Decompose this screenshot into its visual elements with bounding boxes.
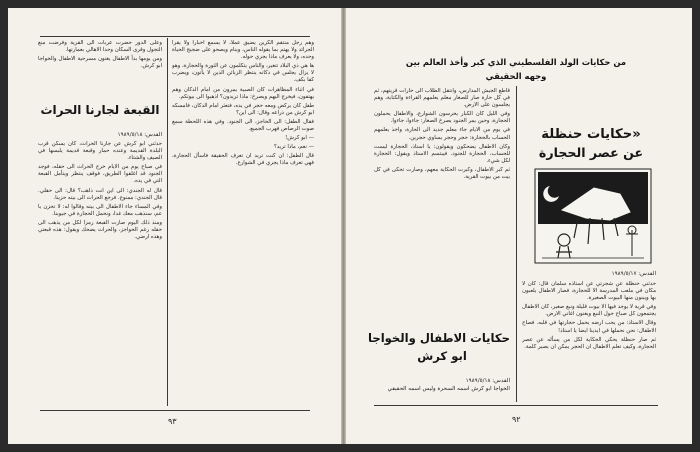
paragraph: في صباح يوم من الايام خرج الحراث الى حقله، فوجد الجنود قد اغلقوا الطريق، فوقف ينتظر ويتأمل القبعة التي في يده. — [38, 164, 162, 185]
paragraph: حدثني ابو كرش عن جارنا الحراث، كان يسكن قرب البلدة القديمة وعنده حمار وقبعة قديمة يلبسها في الصيف والشتاء. — [38, 141, 162, 162]
right-page — [346, 8, 692, 444]
left-page-right-column — [172, 40, 314, 406]
paragraph: قال الطفل: ان كنت تريد ان تعرف الحقيقة فاسأل الحجارة، فهي تعرف ماذا يجري في الشوارع. — [172, 153, 314, 167]
paragraph: — نعم، ماذا تريد؟ — [273, 144, 314, 151]
handala-illustration — [534, 168, 652, 264]
paragraph: ها هي ذي البلاد تتغير، والناس يتكلمون عن الثورة والحجارة، وهو لا يزال يجلس في دكانه ينتظر الزبائن الذين لا يأتون، ويضرب كفا بكف. — [172, 63, 314, 84]
top-rule — [40, 36, 310, 37]
paragraph: وكان الاطفال يضحكون ويقولون: يا استاذ، الحجارة ليست للحساب، الحجارة للجنود. فيبتسم الاستاذ ويقول: الحجارة لكل شيء. — [374, 143, 510, 164]
paragraph: قال له الجندي: الى اين انت ذاهب؟ قال: الى حقلي. قال الجندي: ممنوع. فرجع الحراث الى بيته حزينا. — [38, 187, 162, 201]
story-title: القبعة لجارنا الحراث — [40, 103, 160, 117]
left-page-left-column-intro — [38, 40, 162, 92]
left-page-left-column-story — [38, 141, 162, 406]
right-page-left-column — [522, 281, 656, 403]
main-title-line1: «حكايات حنظلة — [541, 127, 641, 142]
story2-title-line2: ابو كرش — [417, 349, 467, 363]
paragraph: ثم كبر الاطفال، وكبرت الحكاية معهم، وصارت تحكى في كل بيت من بيوت القرية. — [374, 166, 510, 181]
paragraph: ومن يومها بدأ الاطفال يغنون مسرحية الاطفال والخواجا ابو كرش. — [38, 56, 162, 70]
column-divider — [516, 86, 517, 402]
paragraph: في اثناء المظاهرات كان الصبية يمرون من امام الدكان وهم يهتفون، فيخرج اليهم ويصرخ: ماذا تريدون؟ اذهبوا الى بيوتكم. — [172, 86, 314, 100]
story-date: القدس: ١٩٨٩/٥/١٨ — [117, 132, 162, 138]
paragraph: في يوم من الايام جاء معلم جديد الى الحارة، واخذ يعلمهم الحساب بالحجارة: حجر وحجر يساوي حجرين. — [374, 127, 510, 141]
paragraph: ثم صار حنظلة يحكي الحكاية لكل من يسأله عن عصر الحجارة، وكيف تعلم الاطفال ان الحجر يمكن ان يصير كلمة. — [522, 336, 656, 350]
paragraph: ومنذ ذلك اليوم صارت القبعة رمزا لكل من يذهب الى حقله رغم الحواجز، والحراث يضحك ويقول: هذه قبعتي وهذه ارضي. — [38, 219, 162, 241]
paragraph: طفل كان يركض ومعه حجر في يده، فتعثر امام الدكان، فامسكه ابو كرش من ذراعه وقال: الى اين؟ — [172, 102, 314, 116]
left-page — [8, 8, 341, 444]
paragraph: قاطع الجيش المدارس، وانتقل الطلاب الى حارات قريتهم، ثم في كل حارة صار للصغار معلم يعلمهم القراءة والكتابة، وهم يجلسون على الارض. — [374, 88, 510, 109]
paragraph: — ابو كرش! — [285, 135, 314, 142]
paragraph: وفي المساء جاء الاطفال الى بيته وقالوا له: لا تحزن يا عم، سنذهب معك غدا، ونحمل الحجارة في جيوبنا. — [38, 203, 162, 217]
paragraph: حدثني حنظلة عن شجرتي عن استاذه سلمان قال: كان لا مكان في ملعب المدرسة الا للحجارة، فصار الاطفال يلعبون بها ويبنون منها البيوت الصغيرة. — [522, 281, 656, 302]
bottom-rule — [40, 410, 310, 411]
paragraph: وفي الليل كان الكبار يحرسون الشوارع، والاطفال يحملون الحجارة، وحين يمر الجنود يصرخ الصغار: جاءوا، جاءوا. — [374, 111, 510, 125]
page-number: ٩٢ — [512, 415, 521, 424]
bottom-rule — [374, 405, 658, 406]
series-title-line1: من حكايات الولد الفلسطيني الذي كبر وأخذ العالم بين — [405, 57, 627, 67]
paragraph: وفي قرية لا يوجد فيها الا بيوت قليلة ونبع صغير، كان الاطفال يجتمعون كل صباح حول النبع ويغنون اغاني الارض. — [522, 304, 656, 318]
series-title-line2: وجهه الحقيقي — [485, 71, 547, 81]
paragraph: وعلى الدور حضرت عربات الى القرية وفرضت منع التجول وقرى السكان وحدا الاهالي بعمارتها. — [38, 40, 162, 54]
main-title-line2: عن عصر الحجارة — [538, 145, 644, 160]
column-divider — [167, 38, 168, 406]
story2-title-line1: حكايات الاطفال والخواجا — [367, 331, 510, 345]
paragraph: وقال الاستاذ: من يحب ارضه يحمل حجارتها في قلبه. فصاح الاطفال: نحن نحملها في ايدينا ايضا يا استاذ! — [522, 320, 656, 334]
story-date: القدس: ١٩٨٩/٥/١٧ — [611, 271, 656, 277]
story2-date: القدس: ١٩٨٩/٥/١٨ — [465, 378, 510, 384]
cartoon-drawing — [534, 168, 652, 264]
page-number: ٩٣ — [168, 417, 177, 426]
paragraph: وهم رجل منتقم الكرين يضيق عملا، لا يسمع اخبارا ولا يقرأ الجرائد ولا يهتم بما يقوله الناس، وينام ويصحو على ضجيج الحياة وحده، ولا يعرف ماذا يجري حوله. — [172, 40, 314, 61]
story2-first-line: الخواجا ابو كرش اسمه السحرة وليس اسمه الحقيقي — [387, 386, 510, 392]
right-page-right-column — [374, 88, 510, 320]
paragraph: فقال الطفل: الى الحاجز، الى الجنود. وفي هذه اللحظة سمع صوت الرصاص فهرب الجميع. — [172, 118, 314, 133]
